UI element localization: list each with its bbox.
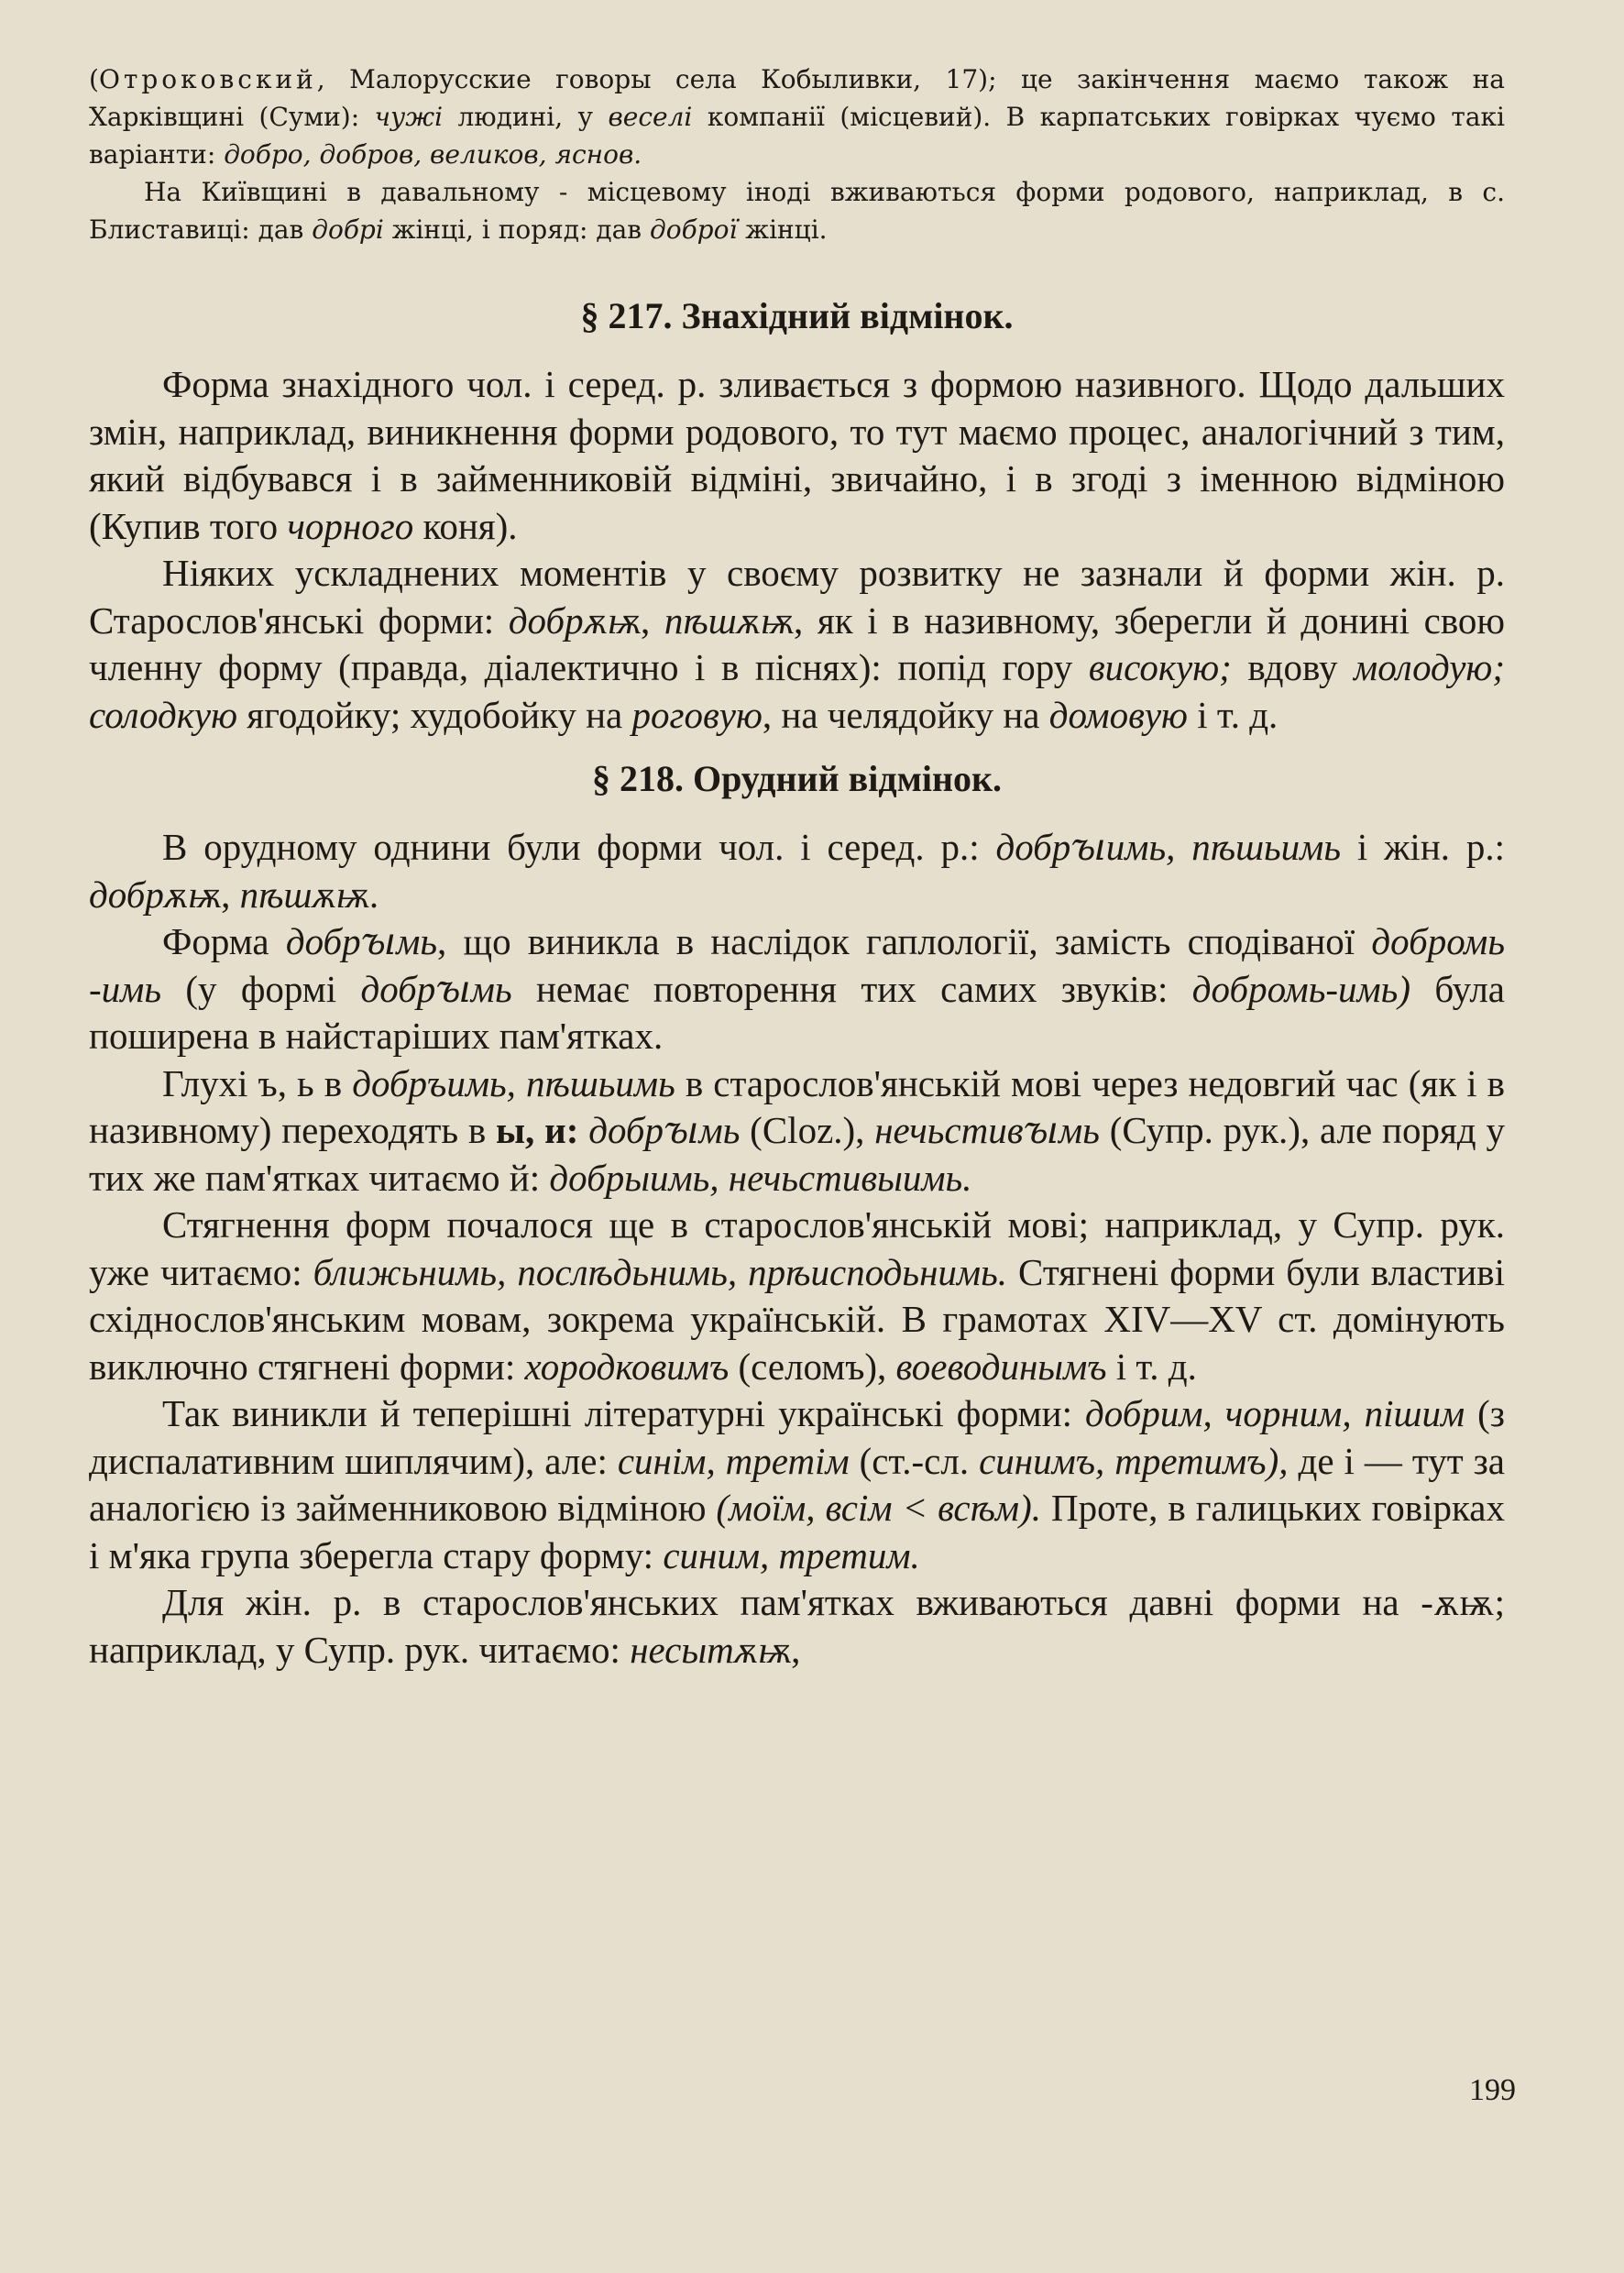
- text-run: Стягнені форми були властиві східнослов'янським мовам, зокрема українській. В грамотах XIV—XV ст. домінують виключно стягнені форми:: [89, 1250, 1505, 1388]
- text-run: (у формі: [160, 967, 361, 1010]
- text-run: Стягнення форм почалося ще в старослов'янській мові; наприклад, у Супр. рук. уже читаємо:: [89, 1203, 1505, 1293]
- text-run: Так виникли й теперішні літературні українські форми:: [162, 1392, 1086, 1434]
- text-run: Проте, в галицьких говірках і м'яка група зберегла стару форму:: [89, 1487, 1505, 1576]
- section-218-body: [89, 824, 1505, 1674]
- text-run: (з диспалативним шиплячим), але:: [89, 1392, 1505, 1482]
- text-run: в старослов'янській мові через недовгий час (як і в називному) переходять в: [89, 1061, 1506, 1151]
- text-run: ,: [791, 1628, 801, 1671]
- italic-example: воеводинымъ: [895, 1345, 1107, 1388]
- section-heading-218: § 218. Орудний відмінок.: [591, 758, 1003, 799]
- italic-example: синім, третім: [617, 1439, 850, 1482]
- italic-example: домовую: [1048, 693, 1188, 736]
- text-run: , Малорусские говоры села Кобыливки, 17); це закінчення маємо також на Харківщині (Суми):: [89, 64, 1505, 132]
- italic-example: добромь-имь): [1191, 967, 1410, 1010]
- italic-example: добрѫѭ: [508, 598, 641, 642]
- text-run: Глухі ъ, ь в: [162, 1061, 353, 1104]
- body-paragraph: [89, 918, 1505, 1060]
- text-run: Ніяких ускладнених моментів у своєму розвитку не зазнали й форми жін. р. Старослов'янські форми:: [89, 552, 1505, 642]
- text-run: (селомъ),: [729, 1345, 896, 1388]
- italic-example: добрі: [312, 214, 384, 245]
- italic-example: синим, третим.: [663, 1533, 920, 1576]
- italic-example: чужі: [374, 102, 444, 132]
- text-run: компанії (місцевий). В карпатських говірках чуємо такі варіанти:: [89, 102, 1505, 170]
- body-paragraph: [89, 1579, 1505, 1674]
- section-217-body: [89, 361, 1505, 739]
- italic-example: ближьнимь, послѣдьнимь, прѣисподьнимь.: [313, 1250, 1007, 1293]
- italic-example: добрꙑмь: [285, 920, 438, 962]
- text-run: була поширена в найстаріших пам'ятках.: [89, 967, 1506, 1057]
- text-run: Для жін. р. в старослов'янських пам'ятках вживаються давні форми на -ѫѭ; наприклад, у Супр. рук. читаємо:: [89, 1581, 1505, 1671]
- italic-example: пѣшѫѭ: [664, 598, 794, 642]
- body-paragraph: [89, 824, 1505, 918]
- italic-example: добрꙑмь: [360, 967, 512, 1010]
- page-number: 199: [1469, 2073, 1516, 2107]
- italic-example: доброї: [649, 214, 738, 245]
- footnote-block: [89, 60, 1505, 248]
- text-run: Форма: [162, 920, 286, 962]
- text-run: (: [89, 64, 99, 94]
- body-paragraph: [89, 1390, 1505, 1579]
- italic-example: добрꙑимь, пѣшьимь: [995, 826, 1342, 868]
- italic-example: несытѫѭ: [630, 1628, 792, 1671]
- text-run: , на челядойку на: [762, 693, 1049, 736]
- text-run: людині, у: [443, 102, 609, 132]
- italic-example: пѣшѫѭ: [239, 873, 369, 916]
- italic-example: добрѫѭ: [89, 873, 222, 916]
- text-run: (ст.-сл.: [849, 1439, 980, 1482]
- text-run: і жін. р.:: [1341, 826, 1505, 868]
- text-run: В орудному однини були форми чол. і серед. р.:: [162, 826, 996, 868]
- text-run: .: [368, 873, 379, 916]
- body-paragraph: [89, 361, 1505, 550]
- text-run: вдову: [1231, 646, 1355, 688]
- bold-letters: ы, и:: [496, 1109, 579, 1151]
- text-run: (Cloz.),: [740, 1109, 875, 1151]
- text-run: жінці.: [737, 214, 828, 245]
- footnote-paragraph: [89, 60, 1505, 173]
- footnote-paragraph: [89, 173, 1505, 248]
- italic-example: добрыимь, нечьстивыимь.: [549, 1156, 972, 1199]
- body-paragraph: [89, 1060, 1505, 1202]
- italic-example: добромь -имь: [89, 920, 1505, 1010]
- italic-example: хородковимъ: [524, 1345, 730, 1388]
- italic-example: веселі: [608, 102, 693, 132]
- text-run: ,: [640, 598, 664, 642]
- text-run: [578, 1109, 588, 1151]
- text-run: коня).: [413, 504, 518, 547]
- italic-example: добрим, чорним, пішим: [1085, 1392, 1465, 1434]
- text-run: На Київщині в давальному - місцевому іноді вживаються форми родового, наприклад, в с. Блиставиці: дав: [89, 177, 1505, 245]
- italic-example: добръимь, пѣшьимь: [352, 1061, 675, 1104]
- text-run: жінці, і поряд: дав: [383, 214, 650, 245]
- italic-example: (моїм, всім < всѣм).: [716, 1487, 1041, 1529]
- italic-example: чорного: [287, 504, 414, 547]
- text-run: ягодойку; худобойку на: [237, 693, 632, 736]
- text-run-spaced: Отроковский: [98, 64, 317, 94]
- italic-example: добрꙑмь: [588, 1109, 741, 1151]
- italic-example: високую;: [1088, 646, 1232, 688]
- italic-example: молодую; солодкую: [89, 646, 1505, 736]
- text-run: де і — тут за аналогією із займенниковою відміною: [89, 1439, 1506, 1529]
- text-run: і т. д.: [1187, 693, 1278, 736]
- italic-example: роговую: [631, 693, 763, 736]
- italic-example: нечьстивꙑмь: [874, 1109, 1100, 1151]
- text-run: і т. д.: [1106, 1345, 1197, 1388]
- body-paragraph: [89, 1202, 1505, 1390]
- text-run: Форма знахідного чол. і серед. р. зливається з формою називного. Щодо дальших змін, наприклад, виникнення форми родового, то тут маємо процес, аналогічний з тим, який відбувався і в займенниковій відміні, звичайно, і в згоді з іменною відміною (Купив того: [89, 363, 1505, 547]
- text-run: , що виникла в наслідок гаплології, замість сподіваної: [437, 920, 1372, 962]
- text-run: ,: [221, 873, 240, 916]
- text-run: , як і в називному, зберегли й донині свою членну форму (правда, діалектично і в піснях): попід гору: [89, 598, 1506, 688]
- text-run: (Супр. рук.), але поряд у тих же пам'ятках читаємо й:: [89, 1109, 1505, 1199]
- italic-example: добро, добров, великов, яснов.: [224, 139, 642, 170]
- section-heading-217: § 217. Знахідний відмінок.: [580, 295, 1014, 336]
- text-run: немає повторення тих самих звуків:: [511, 967, 1192, 1010]
- italic-example: синимъ, третимъ),: [979, 1439, 1289, 1482]
- body-paragraph: [89, 550, 1505, 739]
